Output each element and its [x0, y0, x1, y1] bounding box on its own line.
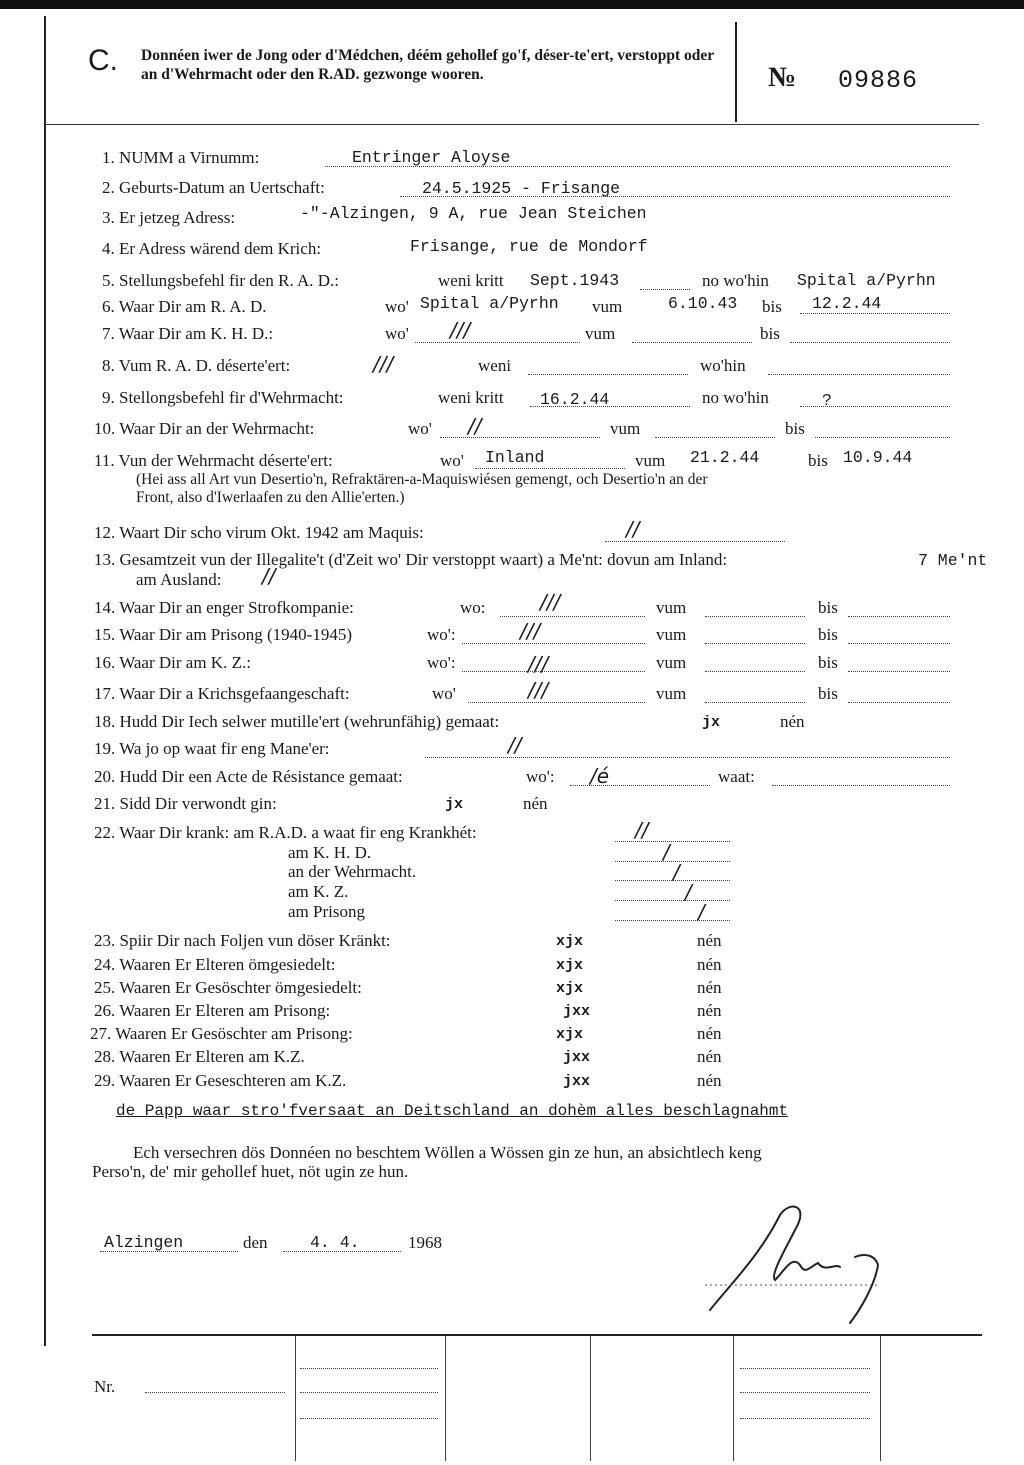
place-value: Alzingen — [104, 1233, 184, 1252]
item-6-bis-line — [800, 313, 950, 314]
item-26-label: 26. Waaren Er Elteren am Prisong: — [94, 1001, 331, 1020]
item-9-weni: weni kritt — [438, 388, 504, 407]
item-20-waat: waat: — [718, 767, 755, 786]
item-21-label: 21. Sidd Dir verwondt gin: — [94, 794, 277, 813]
section-letter: C. — [88, 44, 118, 77]
item-26-ja-crossed: jxx — [563, 1003, 591, 1020]
declaration-line-2: Perso'n, de' mir gehollef huet, nöt ugin ze hun. — [92, 1162, 409, 1181]
item-5-wohin: no wo'hin — [702, 271, 769, 290]
item-16-vum: vum — [656, 653, 687, 672]
item-15-bis: bis — [818, 625, 838, 644]
form-number: 09886 — [838, 66, 919, 95]
item-8-value: /// — [373, 352, 394, 376]
item-15-label: 15. Waar Dir am Prisong (1940-1945) — [94, 625, 352, 644]
item-22-sub-kz: am K. Z. — [288, 882, 349, 901]
item-6-vum: vum — [592, 297, 623, 316]
item-27-label: 27. Waaren Er Gesöschter am Prisong: — [90, 1024, 353, 1043]
item-18-nen: nén — [780, 712, 805, 731]
item-9-wohin: no wo'hin — [702, 388, 769, 407]
header-underline — [44, 124, 979, 125]
item-19-value: // — [508, 733, 522, 757]
item-13-line-1: 13. Gesamtzeit vun der Illegalite't (d'Zeit wo' Dir verstoppt waart) a Me'nt: dovun am Inland: — [94, 550, 728, 569]
item-24-ja-crossed: xjx — [556, 957, 584, 974]
item-28-nen: nén — [697, 1047, 722, 1066]
item-5-weni-line — [640, 289, 690, 290]
item-16-bis: bis — [818, 653, 838, 672]
footer-col-5 — [880, 1336, 881, 1461]
item-16-vum-line — [705, 671, 805, 672]
item-6-wo-value: Spital a/Pyrhn — [420, 294, 559, 313]
item-22-value-2: / — [663, 840, 670, 864]
year-value: 1968 — [408, 1233, 442, 1252]
item-22-sub-wehrmacht: an der Wehrmacht. — [288, 862, 417, 881]
item-6-bis: bis — [762, 297, 782, 316]
footer-dots-e — [740, 1392, 870, 1393]
item-1-label: 1. NUMM a Virnumm: — [102, 148, 260, 167]
item-4-label: 4. Er Adress wärend dem Krich: — [102, 239, 322, 258]
item-23-ja-crossed: xjx — [556, 933, 584, 950]
item-5-weni: weni kritt — [438, 271, 504, 290]
item-9-label: 9. Stellongsbefehl fir d'Wehrmacht: — [102, 388, 344, 407]
footer-dots-f — [740, 1418, 870, 1419]
item-24-label: 24. Waaren Er Elteren ömgesiedelt: — [94, 955, 336, 974]
item-18-ja-crossed: jx — [702, 714, 721, 731]
item-8-weni: weni — [478, 356, 512, 375]
item-7-wo: wo' — [385, 324, 409, 343]
item-22-sub-prisong: am Prisong — [288, 902, 365, 921]
item-29-label: 29. Waaren Er Geseschteren am K.Z. — [94, 1071, 347, 1090]
item-18-label: 18. Hudd Dir Iech selwer mutille'ert (wehrunfähig) gemaat: — [94, 712, 500, 731]
item-16-wo: wo': — [427, 653, 456, 672]
item-22-line-4 — [615, 900, 730, 901]
footer-dots-d — [740, 1368, 870, 1369]
den-label: den — [243, 1233, 268, 1252]
item-13-ausland-value: // — [262, 564, 276, 588]
item-15-bis-line — [848, 643, 950, 644]
item-23-nen: nén — [697, 931, 722, 950]
item-19-label: 19. Wa jo op waat fir eng Mane'er: — [94, 739, 330, 758]
signature-image — [700, 1195, 900, 1325]
item-20-wo-value: /é — [590, 764, 610, 788]
item-10-wo: wo' — [408, 419, 432, 438]
item-16-wo-line — [462, 671, 645, 672]
item-6-wo: wo' — [385, 297, 409, 316]
footer-col-2 — [445, 1336, 446, 1461]
item-8-label: 8. Vum R. A. D. déserte'ert: — [102, 356, 291, 375]
item-29-nen: nén — [697, 1071, 722, 1090]
item-12-label: 12. Waart Dir scho virum Okt. 1942 am Maquis: — [94, 523, 424, 542]
item-7-wo-line — [415, 342, 580, 343]
item-3-value: -"-Alzingen, 9 A, rue Jean Steichen — [300, 204, 647, 223]
item-22-value-3: / — [673, 860, 680, 884]
item-11-bis: bis — [808, 451, 828, 470]
item-21-nen: nén — [523, 794, 548, 813]
item-27-ja-crossed: xjx — [556, 1026, 584, 1043]
item-11-wo: wo' — [440, 451, 464, 470]
item-12-line — [605, 541, 785, 542]
item-11-wo-line — [475, 468, 625, 469]
item-10-vum-line — [655, 437, 775, 438]
header-text: Donnéen iwer de Jong oder d'Médchen, déém gehollef go'f, déser-te'ert, verstoppt oder an d'Wehrmacht oder den R.AD. gezwonge wooren. — [141, 47, 714, 83]
footer-top-line — [92, 1334, 982, 1336]
item-16-bis-line — [848, 671, 950, 672]
item-14-wo: wo: — [460, 598, 486, 617]
item-7-label: 7. Waar Dir am K. H. D.: — [102, 324, 274, 343]
item-8-weni-line — [528, 374, 688, 375]
item-4-value: Frisange, rue de Mondorf — [410, 237, 648, 256]
item-11-vum-value: 21.2.44 — [690, 448, 760, 467]
item-27-nen: nén — [697, 1024, 722, 1043]
item-9-weni-value: 16.2.44 — [540, 390, 610, 409]
item-17-wo-value: /// — [528, 678, 549, 702]
header-divider — [735, 22, 737, 122]
item-9-weni-line — [530, 406, 690, 407]
item-17-wo-line — [468, 702, 645, 703]
item-22-line-5 — [615, 920, 730, 921]
item-11-vum: vum — [635, 451, 666, 470]
item-16-label: 16. Waar Dir am K. Z.: — [94, 653, 251, 672]
item-14-vum: vum — [656, 598, 687, 617]
item-22-value-1: // — [635, 818, 649, 842]
item-20-waat-line — [772, 785, 950, 786]
item-14-label: 14. Waar Dir an enger Strofkompanie: — [94, 598, 354, 617]
item-6-bis-value: 12.2.44 — [812, 294, 882, 313]
item-15-wo-value: /// — [520, 619, 541, 643]
item-6-vum-value: 6.10.43 — [668, 294, 738, 313]
item-29-ja-crossed: jxx — [563, 1073, 591, 1090]
item-7-bis-line — [790, 342, 950, 343]
item-16-wo-value: /// — [528, 652, 549, 676]
item-14-vum-line — [705, 616, 805, 617]
item-7-vum: vum — [585, 324, 616, 343]
item-10-bis: bis — [785, 419, 805, 438]
item-17-bis: bis — [818, 684, 838, 703]
item-7-wo-value: /// — [450, 318, 471, 342]
item-10-vum: vum — [610, 419, 641, 438]
footer-col-3 — [590, 1336, 591, 1461]
item-22-line-1 — [615, 841, 730, 842]
item-3-label: 3. Er jetzeg Adress: — [102, 208, 236, 227]
item-2-label: 2. Geburts-Datum an Uertschaft: — [102, 178, 325, 197]
item-10-label: 10. Waar Dir an der Wehrmacht: — [94, 419, 315, 438]
item-14-bis: bis — [818, 598, 838, 617]
item-25-label: 25. Waaren Er Gesöschter ömgesiedelt: — [94, 978, 362, 997]
item-22-sub-khd: am K. H. D. — [288, 843, 372, 862]
item-25-nen: nén — [697, 978, 722, 997]
item-5-wohin-value: Spital a/Pyrhn — [797, 271, 936, 290]
item-22-value-4: / — [685, 880, 692, 904]
item-12-value: // — [626, 517, 640, 541]
item-19-line — [425, 757, 950, 758]
item-17-wo: wo' — [432, 684, 456, 703]
footer-nr-line — [145, 1392, 285, 1393]
item-1-value: Entringer Aloyse — [352, 148, 511, 167]
footer-dots-c — [300, 1418, 438, 1419]
item-8-wohin-line — [768, 374, 950, 375]
item-9-wohin-line — [800, 406, 950, 407]
item-10-bis-line — [815, 437, 950, 438]
item-11-note-2: Front, also d'Iwerlaafen zu den Allie'erten.) — [136, 489, 405, 506]
footer-col-4 — [733, 1336, 734, 1461]
item-14-wo-value: /// — [540, 590, 561, 614]
item-5-label: 5. Stellungsbefehl fir den R. A. D.: — [102, 271, 340, 290]
item-17-label: 17. Waar Dir a Krichsgefaangeschaft: — [94, 684, 350, 703]
item-21-ja-crossed: jx — [445, 796, 464, 813]
item-11-bis-value: 10.9.44 — [843, 448, 913, 467]
item-2-value: 24.5.1925 - Frisange — [422, 179, 621, 198]
top-border — [0, 0, 1024, 9]
declaration-line-1: Ech versechren dös Donnéen no beschtem Wöllen a Wössen gin ze hun, an absichtlech keng — [133, 1143, 762, 1162]
date-value: 4. 4. — [310, 1233, 360, 1252]
item-15-wo: wo': — [427, 625, 456, 644]
item-6-label: 6. Waar Dir am R. A. D. — [102, 297, 267, 316]
left-margin-line — [44, 16, 46, 1346]
item-10-wo-value: // — [468, 414, 482, 438]
item-17-vum: vum — [656, 684, 687, 703]
item-8-wohin: wo'hin — [700, 356, 746, 375]
item-15-vum: vum — [656, 625, 687, 644]
item-17-vum-line — [705, 702, 805, 703]
item-23-label: 23. Spiir Dir nach Foljen vun döser Kränkt: — [94, 931, 391, 950]
item-5-weni-value: Sept.1943 — [530, 271, 620, 290]
item-11-wo-value: Inland — [485, 448, 545, 467]
item-22-label: 22. Waar Dir krank: am R.A.D. a waat fir eng Krankhét: — [94, 823, 477, 842]
item-11-label: 11. Vun der Wehrmacht déserte'ert: — [94, 451, 333, 470]
item-13-inland-value: 7 Me'nt — [918, 551, 988, 570]
item-7-vum-line — [632, 342, 752, 343]
item-24-nen: nén — [697, 955, 722, 974]
item-17-bis-line — [848, 702, 950, 703]
item-20-wo: wo': — [526, 767, 555, 786]
typed-remark: de Papp waar stro'fversaat an Deitschland an dohèm alles beschlagnahmt — [116, 1102, 789, 1120]
item-25-ja-crossed: xjx — [556, 980, 584, 997]
item-14-bis-line — [848, 616, 950, 617]
item-10-wo-line — [440, 437, 600, 438]
item-11-note-1: (Hei ass all Art vun Desertio'n, Refraktären-a-Maquiswiésen gemengt, och Desertio'n an der — [136, 471, 708, 488]
item-28-label: 28. Waaren Er Elteren am K.Z. — [94, 1047, 305, 1066]
footer-col-1 — [295, 1336, 296, 1461]
item-28-ja-crossed: jxx — [563, 1049, 591, 1066]
number-sign: № — [768, 62, 797, 93]
item-13-line-2: am Ausland: — [136, 570, 222, 589]
item-14-wo-line — [500, 616, 645, 617]
item-7-bis: bis — [760, 324, 780, 343]
item-26-nen: nén — [697, 1001, 722, 1020]
item-9-wohin-value: ? — [822, 391, 832, 410]
item-20-label: 20. Hudd Dir een Acte de Résistance gemaat: — [94, 767, 403, 786]
footer-dots-a — [300, 1368, 438, 1369]
item-22-value-5: / — [698, 900, 705, 924]
footer-nr-label: Nr. — [94, 1377, 116, 1396]
item-15-wo-line — [462, 643, 645, 644]
footer-dots-b — [300, 1392, 438, 1393]
item-15-vum-line — [705, 643, 805, 644]
